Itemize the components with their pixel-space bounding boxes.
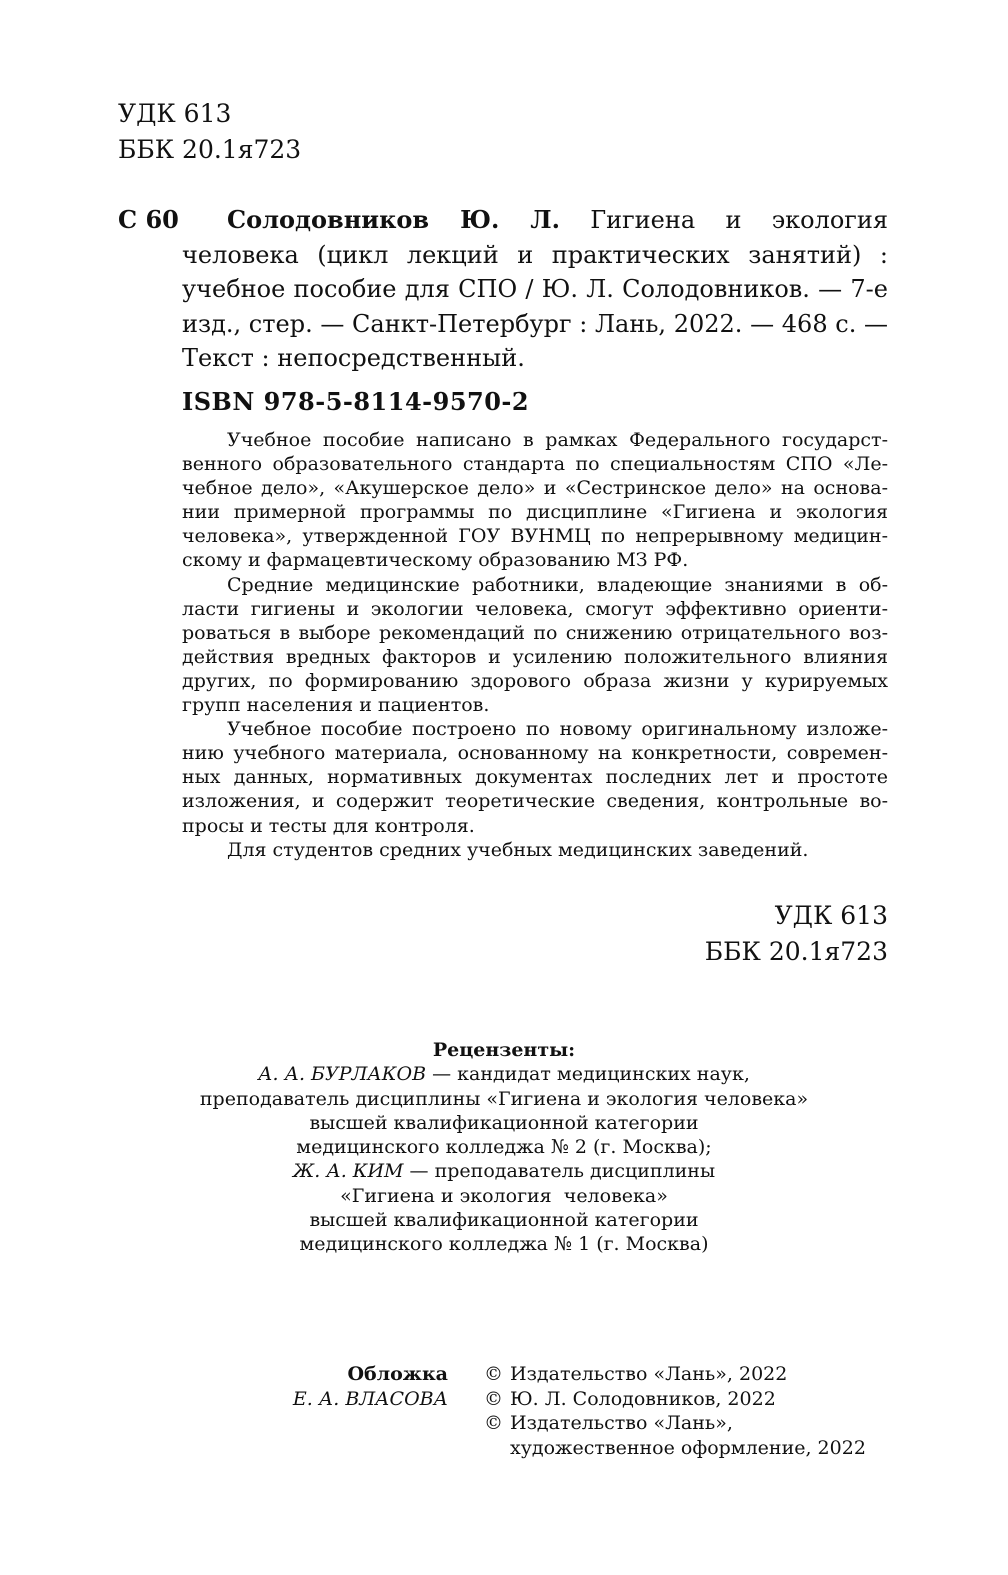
reviewers-title: Рецензенты: [432, 1039, 576, 1061]
reviewer-line: медицинского колледжа № 1 (г. Москва) [299, 1233, 709, 1256]
reviewer-line [130, 1062, 878, 1086]
annotation-paragraph: Для студентов средних учебных медицинских заведений. [227, 838, 809, 861]
annotation-paragraph: Средние медицинские работники, владеющие знаниями в области гигиены и экологии человека, смогут эффективно ориентироваться в выборе рекомендаций по снижению отрицательного воздействия вредных факторов и усилению положительного влияния других, по формированию здорового образа жизни у курируемых групп населения и пациентов. [182, 573, 888, 717]
cover-designer: Е. А. ВЛАСОВА [292, 1387, 448, 1410]
copyright-icon: © [484, 1363, 503, 1385]
copyright-icon: © [484, 1387, 503, 1410]
bbk-code: ББК 20.1я723 [118, 135, 302, 164]
reviewer-text: — кандидат медицинских наук, [426, 1063, 750, 1086]
reviewer-line: высшей квалификационной категории [309, 1209, 699, 1232]
copyright-text: Издательство «Лань», [510, 1412, 733, 1434]
reviewer-line: медицинского колледжа № 2 (г. Москва); [296, 1136, 712, 1159]
reviewer-line: «Гигиена и экология человека» [340, 1184, 668, 1207]
bibliographic-record [182, 203, 888, 376]
copyright-text-continued: художественное оформление, 2022 [510, 1436, 866, 1459]
reviewer-line: высшей квалификационной категории [309, 1111, 699, 1134]
copyright-text: Ю. Л. Солодовников, 2022 [510, 1387, 776, 1410]
annotation-paragraph: Учебное пособие построено по новому оригинальному изложению учебного материала, основанному на конкретности, современных данных, нормативных документах последних лет и простоте изложения, и содержит теоретические сведения, контрольные вопросы и тесты для контроля. [182, 718, 888, 837]
copyright-line [484, 1411, 894, 1436]
reviewer-line: преподаватель дисциплины «Гигиена и экология человека» [199, 1087, 809, 1110]
author-mark: С 60 [118, 205, 179, 234]
copyright-line [484, 1362, 894, 1387]
bibliographic-description: Гигиена и экология человека (цикл лекций и практических занятий) : учебное пособие для СПО / Ю. Л. Солодовников. — 7-е изд., стер. — Санкт-Петербург : Лань, 2022. — 468 с. — Текст : непосредственный. [182, 206, 888, 372]
reviewer-line [130, 1159, 878, 1183]
copyright-line [484, 1387, 894, 1412]
classification-bottom [500, 898, 888, 970]
author-name: Солодовников Ю. Л. [227, 205, 560, 234]
classification-top [118, 96, 301, 168]
cover-credit [180, 1362, 448, 1411]
reviewer-text: — преподаватель дисциплины [403, 1160, 716, 1183]
reviewer-name: Ж. А. КИМ [292, 1160, 404, 1183]
isbn: ISBN 978-5-8114-9570-2 [182, 387, 530, 416]
copyright-text: Издательство «Лань», 2022 [510, 1363, 788, 1385]
annotation [182, 428, 888, 862]
reviewers-block [130, 1038, 878, 1257]
copyright-icon: © [484, 1412, 503, 1434]
udk-code: УДК 613 [774, 901, 888, 930]
reviewer-name: А. А. БУРЛАКОВ [258, 1063, 427, 1086]
copyright-block [484, 1362, 894, 1460]
bbk-code: ББК 20.1я723 [704, 937, 888, 966]
udk-code: УДК 613 [118, 99, 232, 128]
annotation-paragraph: Учебное пособие написано в рамках Федерального государственного образовательного стандарта по специальностям СПО «Лечебное дело», «Акушерское дело» и «Сестринское дело» на основании примерной программы по дисциплине «Гигиена и экология человека», утвержденной ГОУ ВУНМЦ по непрерывному медицинскому и фармацевтическому образованию МЗ РФ. [182, 429, 888, 572]
cover-label: Обложка [347, 1363, 448, 1385]
